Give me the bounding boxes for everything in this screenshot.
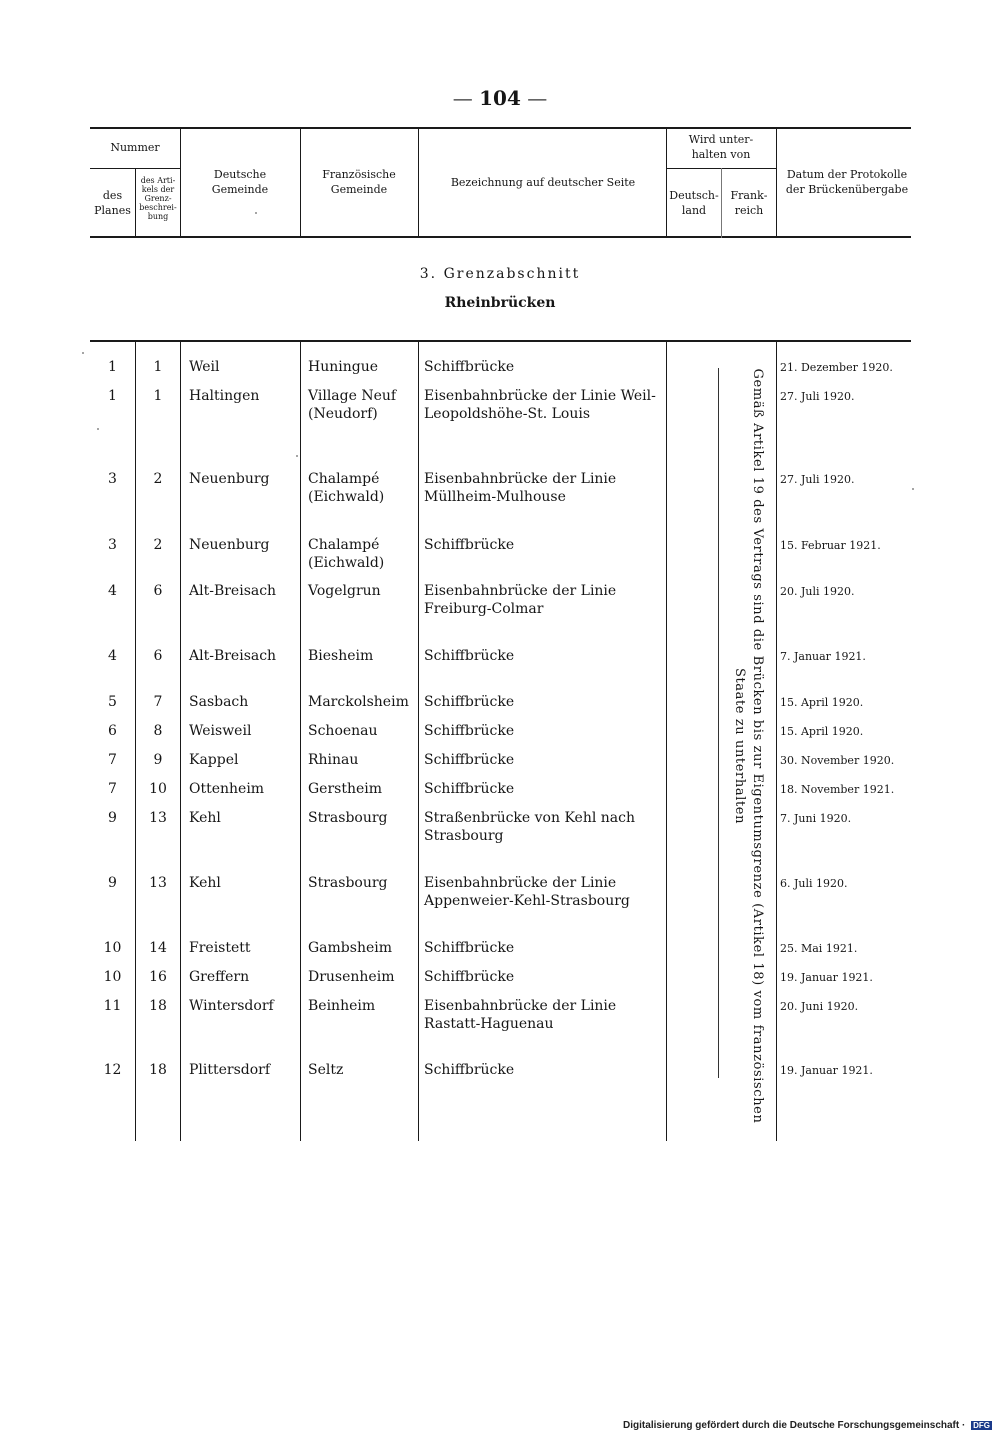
french-municipality: Huningue <box>308 359 378 375</box>
header-des-planes: des Planes <box>94 189 131 217</box>
bridge-designation: Schiffbrücke <box>424 752 515 768</box>
bridge-designation: Eisenbahnbrücke der Linie Weil-Leopoldshöhe-St. Louis <box>424 388 656 422</box>
french-municipality: Drusenheim <box>308 969 395 985</box>
handover-date: 7. Juni 1920. <box>780 812 852 825</box>
german-municipality: Weisweil <box>189 723 252 739</box>
french-municipality: Schoenau <box>308 723 378 739</box>
header-des-artikels: des Artikels der Grenzbeschreibung <box>139 176 177 221</box>
plan-number: 10 <box>103 969 122 985</box>
french-municipality: Strasbourg <box>308 875 388 891</box>
bridge-designation: Straßenbrücke von Kehl nach Strasbourg <box>424 810 635 844</box>
german-municipality: Alt-Breisach <box>189 583 277 599</box>
french-municipality: Gerstheim <box>308 781 383 797</box>
bridge-designation: Schiffbrücke <box>424 940 515 956</box>
plan-number: 7 <box>108 752 117 768</box>
bridge-designation: Schiffbrücke <box>424 359 515 375</box>
plan-number: 11 <box>103 998 122 1014</box>
plan-number: 9 <box>108 810 117 826</box>
handover-date: 19. Januar 1921. <box>780 971 873 984</box>
header-deutschland: Deutschland <box>669 189 719 217</box>
header-vline-5 <box>776 128 777 238</box>
bridge-designation: Schiffbrücke <box>424 694 515 710</box>
header-datum: Datum der Protokolle der Brückenübergabe <box>785 168 909 196</box>
body-vline-5 <box>666 341 667 1141</box>
header-vline-1 <box>180 128 181 238</box>
plan-number: 4 <box>108 648 117 664</box>
handover-date: 15. Februar 1921. <box>780 539 881 552</box>
body-vline-1 <box>135 341 136 1141</box>
handover-date: 21. Dezember 1920. <box>780 361 893 374</box>
body-vline-6 <box>776 341 777 1141</box>
handover-date: 20. Juni 1920. <box>780 1000 859 1013</box>
article-number: 16 <box>149 969 167 985</box>
plan-number: 12 <box>103 1062 122 1078</box>
plan-number: 10 <box>103 940 122 956</box>
french-municipality: Village Neuf (Neudorf) <box>308 388 397 422</box>
german-municipality: Plittersdorf <box>189 1062 271 1078</box>
german-municipality: Neuenburg <box>189 471 270 487</box>
handover-date: 19. Januar 1921. <box>780 1064 873 1077</box>
plan-number: 3 <box>108 537 117 553</box>
page-number: — 104 — <box>452 86 548 110</box>
french-municipality: Vogelgrun <box>308 583 381 599</box>
german-municipality: Kehl <box>189 810 221 826</box>
bridge-designation: Schiffbrücke <box>424 969 515 985</box>
bridge-designation: Eisenbahnbrücke der Linie Rastatt-Haguenau <box>424 998 617 1032</box>
french-municipality: Rhinau <box>308 752 359 768</box>
handover-date: 7. Januar 1921. <box>780 650 866 663</box>
article-number: 2 <box>153 471 163 487</box>
plan-number: 5 <box>108 694 117 710</box>
article-number: 1 <box>153 388 163 404</box>
body-vline-2 <box>180 341 181 1141</box>
plan-number: 7 <box>108 781 117 797</box>
bridge-designation: Eisenbahnbrücke der Linie Müllheim-Mulhouse <box>424 471 617 505</box>
section-subtitle: 3. Grenzabschnitt <box>419 266 581 282</box>
plan-number: 1 <box>108 359 117 375</box>
bridge-designation: Schiffbrücke <box>424 648 515 664</box>
french-municipality: Marckolsheim <box>308 694 409 710</box>
vertical-note-column <box>718 356 774 1136</box>
vertical-note: Gemäß Artikel 19 des Vertrags sind die Brücken bis zur Eigentumsgrenze (Artikel 18) vom französischen Staate zu unterhalten <box>732 368 765 1124</box>
article-number: 14 <box>149 940 167 956</box>
plan-number: 3 <box>108 471 117 487</box>
header-deutsche-gemeinde: Deutsche Gemeinde <box>211 168 269 196</box>
plan-number: 9 <box>108 875 117 891</box>
header-wird-unterhalten: Wird unterhalten von <box>688 133 754 161</box>
plan-number: 4 <box>108 583 117 599</box>
bridge-designation: Schiffbrücke <box>424 537 515 553</box>
header-bottom-rule <box>90 236 911 238</box>
german-municipality: Sasbach <box>189 694 249 710</box>
german-municipality: Wintersdorf <box>189 998 274 1014</box>
footer-text: Digitalisierung gefördert durch die Deutsche Forschungsgemeinschaft <box>623 1420 960 1431</box>
handover-date: 25. Mai 1921. <box>780 942 858 955</box>
header-franzoesische-gemeinde: Französische Gemeinde <box>322 168 396 196</box>
article-number: 18 <box>149 998 167 1014</box>
section-title: Rheinbrücken <box>444 295 556 311</box>
bridge-designation: Schiffbrücke <box>424 1062 515 1078</box>
body-vline-3 <box>300 341 301 1141</box>
german-municipality: Kappel <box>189 752 239 768</box>
body-top-rule <box>90 340 911 342</box>
german-municipality: Freistett <box>189 940 251 956</box>
french-municipality: Chalampé (Eichwald) <box>308 471 385 505</box>
article-number: 8 <box>153 723 163 739</box>
header-vline-2 <box>300 128 301 238</box>
article-number: 6 <box>153 583 163 599</box>
plan-number: 1 <box>108 388 117 404</box>
german-municipality: Haltingen <box>189 388 260 404</box>
header-frankreich: Frankreich <box>730 189 768 217</box>
german-municipality: Weil <box>189 359 220 375</box>
handover-date: 15. April 1920. <box>780 725 864 738</box>
handover-date: 15. April 1920. <box>780 696 864 709</box>
handover-date: 6. Juli 1920. <box>780 877 848 890</box>
german-municipality: Neuenburg <box>189 537 270 553</box>
french-municipality: Strasbourg <box>308 810 388 826</box>
dfg-logo: DFG <box>973 1421 990 1430</box>
bridge-designation: Schiffbrücke <box>424 781 515 797</box>
french-municipality: Chalampé (Eichwald) <box>308 537 385 571</box>
article-number: 18 <box>149 1062 167 1078</box>
plan-number: 6 <box>108 723 117 739</box>
header-vline-4 <box>666 128 667 238</box>
bridge-designation: Schiffbrücke <box>424 723 515 739</box>
header-top-rule <box>90 127 911 129</box>
handover-date: 20. Juli 1920. <box>780 585 855 598</box>
header-vline-unterhalten <box>721 168 722 238</box>
handover-date: 27. Juli 1920. <box>780 473 855 486</box>
german-municipality: Alt-Breisach <box>189 648 277 664</box>
french-municipality: Seltz <box>308 1062 344 1078</box>
header-vline-3 <box>418 128 419 238</box>
header-bezeichnung: Bezeichnung auf deutscher Seite <box>450 176 636 189</box>
article-number: 9 <box>153 752 163 768</box>
header-nummer: Nummer <box>110 141 160 154</box>
article-number: 1 <box>153 359 163 375</box>
article-number: 6 <box>153 648 163 664</box>
bridge-designation: Eisenbahnbrücke der Linie Freiburg-Colmar <box>424 583 617 617</box>
bridge-designation: Eisenbahnbrücke der Linie Appenweier-Kehl-Strasbourg <box>424 875 630 909</box>
digitization-footer: Digitalisierung gefördert durch die Deutsche Forschungsgemeinschaft · DFG <box>623 1420 990 1431</box>
french-municipality: Gambsheim <box>308 940 393 956</box>
french-municipality: Beinheim <box>308 998 376 1014</box>
article-number: 13 <box>149 875 167 891</box>
body-vline-4 <box>418 341 419 1141</box>
german-municipality: Greffern <box>189 969 250 985</box>
article-number: 7 <box>153 694 163 710</box>
handover-date: 27. Juli 1920. <box>780 390 855 403</box>
article-number: 2 <box>153 537 163 553</box>
article-number: 10 <box>149 781 167 797</box>
handover-date: 18. November 1921. <box>780 783 895 796</box>
french-municipality: Biesheim <box>308 648 374 664</box>
german-municipality: Ottenheim <box>189 781 265 797</box>
article-number: 13 <box>149 810 167 826</box>
german-municipality: Kehl <box>189 875 221 891</box>
handover-date: 30. November 1920. <box>780 754 895 767</box>
